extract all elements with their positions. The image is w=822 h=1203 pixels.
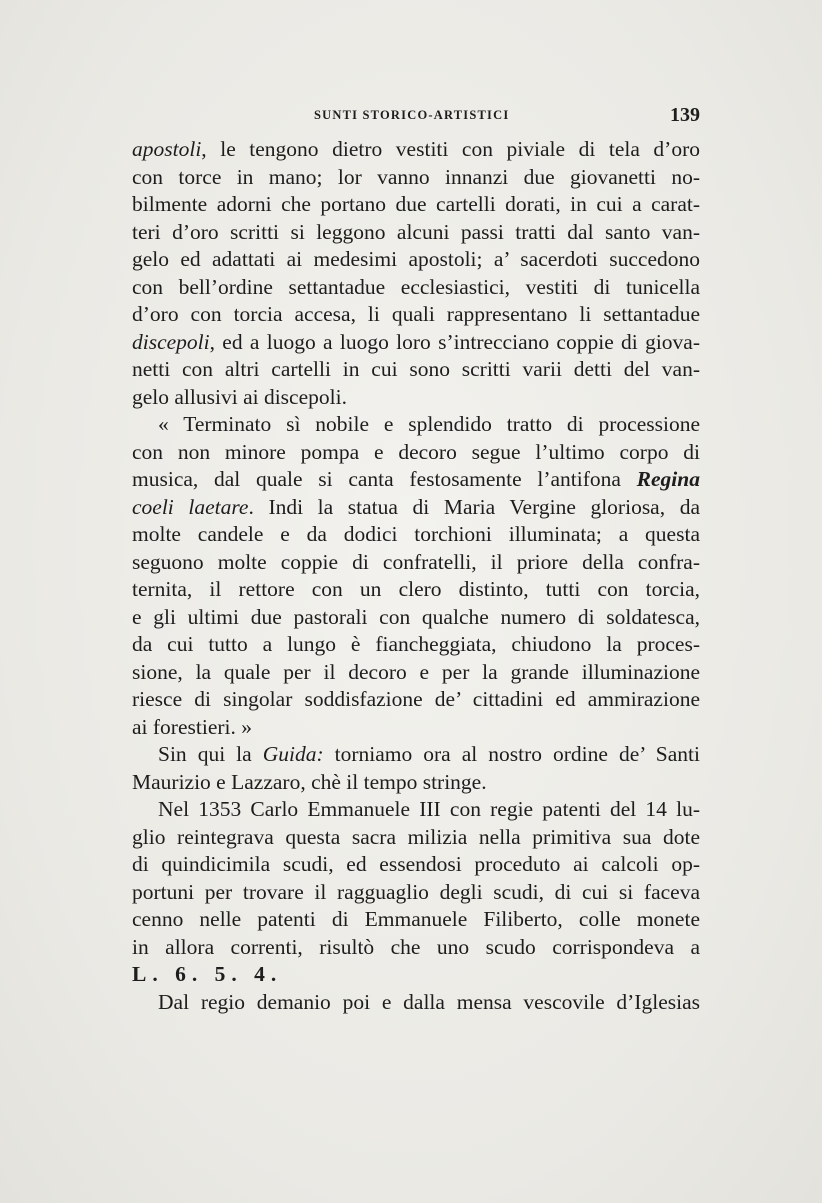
text-span: riesce di singolar soddisfazione de’ cittadini ed ammirazione xyxy=(132,687,700,711)
text-span: Maurizio e Lazzaro, chè il tempo stringe. xyxy=(132,769,487,794)
text-line xyxy=(132,796,700,824)
text-line xyxy=(132,301,700,329)
text-line xyxy=(132,219,700,247)
text-line xyxy=(132,906,700,934)
text-span: sione, la quale per il decoro e per la grande illuminazione xyxy=(132,659,700,684)
body-text xyxy=(132,136,700,1016)
text-line xyxy=(132,549,700,577)
text-line xyxy=(132,439,700,467)
text-line xyxy=(132,769,700,797)
text-span: gelo ed adattati ai medesimi apostoli; a’ sacerdoti succedono xyxy=(132,247,700,271)
text-span: Sin qui la xyxy=(158,742,263,766)
text-span: ai forestieri. » xyxy=(132,714,252,739)
text-span: in allora correnti, risultò che uno scudo corrispondeva a xyxy=(132,934,700,959)
text-span: , le tengono dietro vestiti con piviale di tela d’oro xyxy=(201,137,700,161)
text-line xyxy=(132,934,700,962)
text-line xyxy=(132,164,700,192)
text-span: « Terminato sì nobile e splendido tratto di processione xyxy=(158,412,700,436)
text-line xyxy=(132,466,700,494)
text-span: gelo allusivi ai discepoli. xyxy=(132,384,347,409)
text-span: Dal regio demanio poi e dalla mensa vescovile d’Iglesias xyxy=(158,989,700,1014)
text-line xyxy=(132,659,700,687)
text-span: ternita, il rettore con un clero distinto, tutti con torcia, xyxy=(132,577,700,601)
text-span: glio reintegrava questa sacra milizia nella primitiva sua dote xyxy=(132,824,700,849)
text-span: di quindicimila scudi, ed essendosi proceduto ai calcoli op- xyxy=(132,852,700,876)
text-span: da cui tutto a lungo è fiancheggiata, chiudono la proces- xyxy=(132,632,700,656)
text-span: bilmente adorni che portano due cartelli dorati, in cui a carat- xyxy=(132,192,700,216)
text-line xyxy=(132,686,700,714)
text-span: con torce in mano; lor vanno innanzi due giovanetti no- xyxy=(132,164,700,189)
text-span: netti con altri cartelli in cui sono scritti varii detti del van- xyxy=(132,357,700,381)
text-span: Nel 1353 Carlo Emmanuele III con regie patenti del 14 lu- xyxy=(158,797,700,821)
text-line xyxy=(132,521,700,549)
text-span: teri d’oro scritti si leggono alcuni passi tratti dal santo van- xyxy=(132,219,700,244)
text-line xyxy=(132,631,700,659)
text-line xyxy=(132,356,700,384)
text-line xyxy=(132,741,700,769)
text-span: cenno nelle patenti di Emmanuele Filiberto, colle monete xyxy=(132,907,700,931)
text-span: con bell’ordine settantadue ecclesiastici, vestiti di tunicella xyxy=(132,274,700,299)
emphasized-text: coeli laetare xyxy=(132,494,249,519)
text-line xyxy=(132,714,700,742)
text-line xyxy=(132,604,700,632)
text-line xyxy=(132,494,700,522)
text-line xyxy=(132,961,700,989)
page-header xyxy=(132,106,700,128)
text-line xyxy=(132,989,700,1017)
emphasized-text: apostoli xyxy=(132,137,202,161)
text-line xyxy=(132,411,700,439)
text-span: seguono molte coppie di confratelli, il priore della confra- xyxy=(132,549,700,574)
text-span: torniamo ora al nostro ordine de’ Santi xyxy=(323,742,700,766)
text-span: molte candele e da dodici torchioni illuminata; a questa xyxy=(132,522,700,546)
text-span: e gli ultimi due pastorali con qualche numero di soldatesca, xyxy=(132,604,700,629)
text-line xyxy=(132,384,700,412)
text-span: portuni per trovare il ragguaglio degli scudi, di cui si faceva xyxy=(132,879,700,904)
text-span: d’oro con torcia accesa, li quali rappresentano li settantadue xyxy=(132,302,700,326)
text-line xyxy=(132,136,700,164)
text-span: , ed a luogo a luogo loro s’intrecciano coppie di giova- xyxy=(209,329,700,354)
text-line xyxy=(132,851,700,879)
text-line xyxy=(132,329,700,357)
text-span: . Indi la statua di Maria Vergine gloriosa, da xyxy=(248,494,700,519)
emphasized-text: discepoli xyxy=(132,329,210,354)
emphasized-text: L. 6. 5. 4. xyxy=(132,962,283,986)
text-line xyxy=(132,824,700,852)
emphasized-text: Regina xyxy=(636,467,700,491)
page-number: 139 xyxy=(670,104,700,126)
text-line xyxy=(132,879,700,907)
text-line xyxy=(132,576,700,604)
text-span: musica, dal quale si canta festosamente l’antifona xyxy=(132,467,637,491)
text-line xyxy=(132,191,700,219)
running-head: SUNTI STORICO-ARTISTICI xyxy=(314,108,510,122)
text-line xyxy=(132,274,700,302)
text-span: con non minore pompa e decoro segue l’ultimo corpo di xyxy=(132,439,700,464)
emphasized-text: Guida: xyxy=(262,742,324,766)
text-line xyxy=(132,246,700,274)
